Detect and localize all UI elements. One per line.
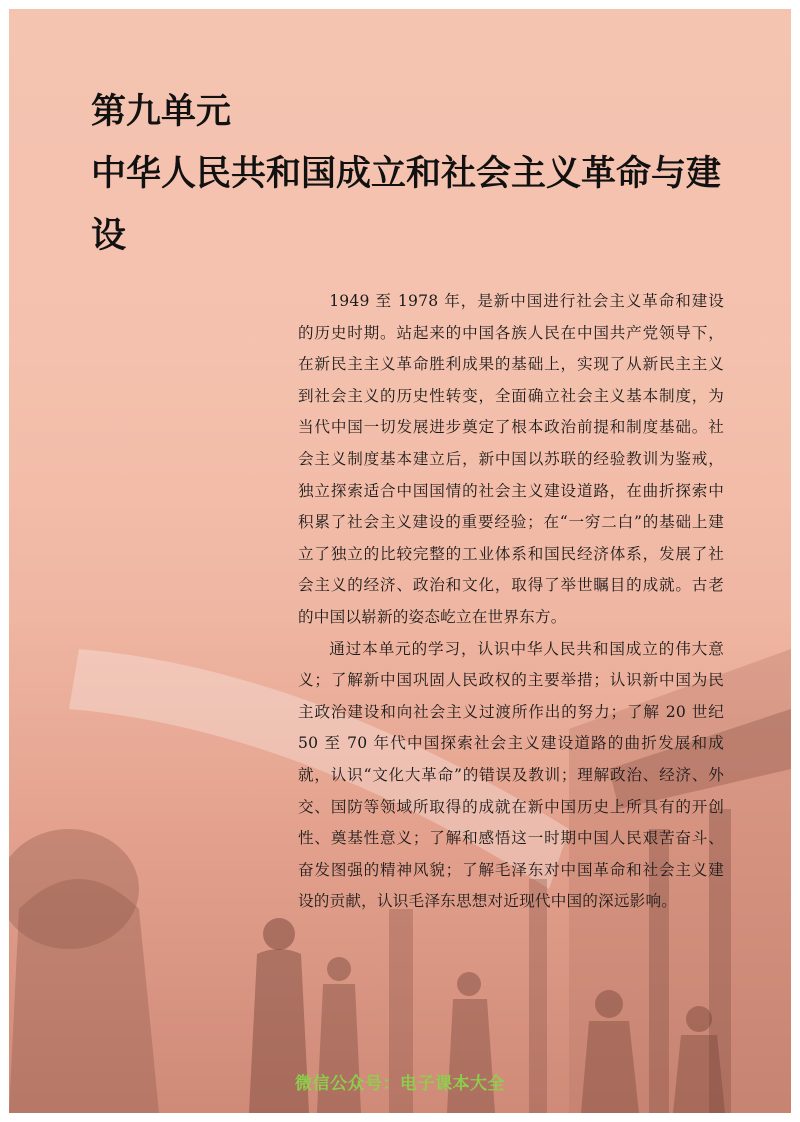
unit-title: 中华人民共和国成立和社会主义革命与建设	[91, 154, 722, 256]
unit-heading	[91, 81, 731, 267]
unit-introduction	[298, 286, 724, 918]
intro-paragraph: 通过本单元的学习，认识中华人民共和国成立的伟大意义；了解新中国巩固人民政权的主要举措；认识新中国为民主政治建设和向社会主义过渡所作出的努力；了解 20 世纪 50 至 70 年代中国探索社会主义建设道路的曲折发展和成就，认识“文化大革命”的错误及教训；理解政治、经济、外交、国防等领域所取得的成就在新中国历史上所具有的开创性、奠基性意义；了解和感悟这一时期中国人民艰苦奋斗、奋发图强的精神风貌；了解毛泽东对中国革命和社会主义建设的贡献，认识毛泽东思想对近现代中国的深远影响。	[298, 639, 724, 911]
intro-paragraph: 1949 至 1978 年，是新中国进行社会主义革命和建设的历史时期。站起来的中国各族人民在中国共产党领导下，在新民主主义革命胜利成果的基础上，实现了从新民主主义到社会主义的历史性转变，全面确立社会主义基本制度，为当代中国一切发展进步奠定了根本政治前提和制度基础。社会主义制度基本建立后，新中国以苏联的经验教训为鉴戒，独立探索适合中国国情的社会主义建设道路，在曲折探索中积累了社会主义建设的重要经验；在“一穷二白”的基础上建立了独立的比较完整的工业体系和国民经济体系，发展了社会主义的经济、政治和文化，取得了举世瞩目的成就。古老的中国以崭新的姿态屹立在世界东方。	[298, 292, 724, 626]
cover-panel	[9, 9, 791, 1113]
watermark-text: 微信公众号：电子课本大全	[295, 1074, 505, 1094]
unit-number: 第九单元	[91, 92, 232, 132]
